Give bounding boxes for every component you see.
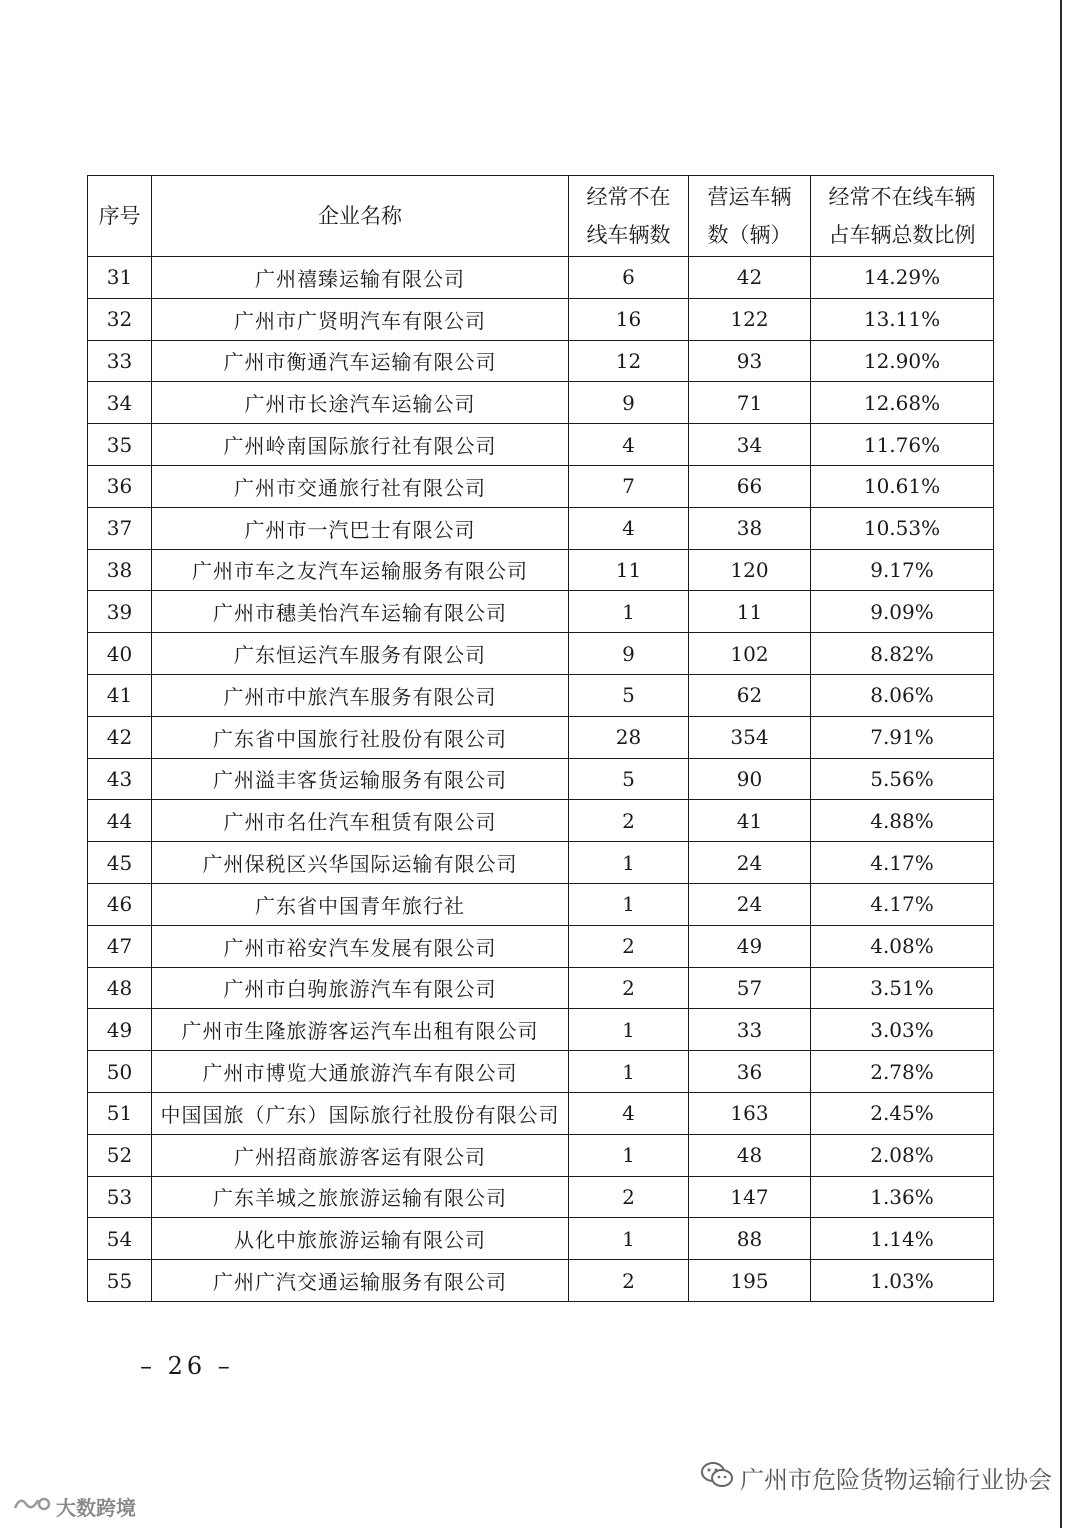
cell-vehicle-count: 48 <box>689 1134 811 1176</box>
cell-company-name: 广州市裕安汽车发展有限公司 <box>152 925 569 967</box>
header-name: 企业名称 <box>152 176 569 257</box>
cell-offline-count: 2 <box>569 925 689 967</box>
table-row <box>88 1092 994 1134</box>
cell-offline-ratio: 1.14% <box>811 1218 994 1260</box>
cell-offline-count: 1 <box>569 842 689 884</box>
cell-offline-count: 4 <box>569 1092 689 1134</box>
cell-company-name: 中国国旅（广东）国际旅行社股份有限公司 <box>152 1092 569 1134</box>
cell-offline-count: 1 <box>569 1051 689 1093</box>
cell-seq: 45 <box>88 842 152 884</box>
cell-offline-ratio: 7.91% <box>811 716 994 758</box>
cell-company-name: 广州溢丰客货运输服务有限公司 <box>152 758 569 800</box>
cell-offline-ratio: 2.08% <box>811 1134 994 1176</box>
cell-seq: 34 <box>88 382 152 424</box>
header-offline-line1: 经常不在 <box>586 185 671 209</box>
table-row <box>88 1176 994 1218</box>
cell-company-name: 广州市名仕汽车租赁有限公司 <box>152 800 569 842</box>
cell-company-name: 广州市博览大通旅游汽车有限公司 <box>152 1051 569 1093</box>
cell-company-name: 广东羊城之旅旅游运输有限公司 <box>152 1176 569 1218</box>
table-row <box>88 1260 994 1302</box>
table-row <box>88 925 994 967</box>
cell-company-name: 广州市长途汽车运输公司 <box>152 382 569 424</box>
table-row <box>88 1134 994 1176</box>
cell-seq: 38 <box>88 549 152 591</box>
cell-offline-ratio: 13.11% <box>811 298 994 340</box>
cell-offline-count: 28 <box>569 716 689 758</box>
table-row <box>88 298 994 340</box>
cell-offline-count: 9 <box>569 633 689 675</box>
cell-offline-count: 11 <box>569 549 689 591</box>
cell-vehicle-count: 88 <box>689 1218 811 1260</box>
cell-vehicle-count: 42 <box>689 257 811 299</box>
cell-company-name: 广州保税区兴华国际运输有限公司 <box>152 842 569 884</box>
cell-company-name: 广东恒运汽车服务有限公司 <box>152 633 569 675</box>
cell-offline-count: 2 <box>569 1260 689 1302</box>
cell-offline-ratio: 10.53% <box>811 507 994 549</box>
table-row <box>88 800 994 842</box>
cell-offline-count: 1 <box>569 1134 689 1176</box>
header-ratio <box>811 176 994 257</box>
watermark-right-text: 广州市危险货物运输行业协会 <box>740 1466 1052 1494</box>
cell-offline-count: 12 <box>569 340 689 382</box>
cell-offline-ratio: 2.45% <box>811 1092 994 1134</box>
cell-vehicle-count: 36 <box>689 1051 811 1093</box>
logo-icon <box>12 1494 52 1519</box>
cell-offline-ratio: 12.68% <box>811 382 994 424</box>
cell-offline-count: 2 <box>569 1176 689 1218</box>
table-row <box>88 842 994 884</box>
watermark-left <box>12 1492 136 1521</box>
cell-vehicle-count: 33 <box>689 1009 811 1051</box>
cell-seq: 31 <box>88 257 152 299</box>
cell-company-name: 广州禧臻运输有限公司 <box>152 257 569 299</box>
cell-offline-count: 6 <box>569 257 689 299</box>
cell-seq: 48 <box>88 967 152 1009</box>
watermark-left-text: 大数跨境 <box>56 1496 136 1520</box>
cell-offline-ratio: 1.36% <box>811 1176 994 1218</box>
cell-seq: 33 <box>88 340 152 382</box>
header-ratio-line1: 经常不在线车辆 <box>828 185 976 209</box>
table-row <box>88 382 994 424</box>
cell-company-name: 从化中旅旅游运输有限公司 <box>152 1218 569 1260</box>
cell-vehicle-count: 195 <box>689 1260 811 1302</box>
wechat-icon <box>700 1461 734 1495</box>
cell-vehicle-count: 122 <box>689 298 811 340</box>
cell-vehicle-count: 102 <box>689 633 811 675</box>
cell-company-name: 广州市白驹旅游汽车有限公司 <box>152 967 569 1009</box>
cell-seq: 39 <box>88 591 152 633</box>
cell-offline-ratio: 12.90% <box>811 340 994 382</box>
table-row <box>88 549 994 591</box>
cell-vehicle-count: 90 <box>689 758 811 800</box>
cell-seq: 35 <box>88 424 152 466</box>
header-vehicles-line2: 数（辆） <box>707 223 792 247</box>
table-row <box>88 633 994 675</box>
table-row <box>88 674 994 716</box>
cell-offline-count: 7 <box>569 465 689 507</box>
cell-vehicle-count: 147 <box>689 1176 811 1218</box>
table-row <box>88 716 994 758</box>
cell-offline-ratio: 9.17% <box>811 549 994 591</box>
cell-seq: 32 <box>88 298 152 340</box>
table-row <box>88 883 994 925</box>
cell-offline-count: 1 <box>569 883 689 925</box>
table-row <box>88 591 994 633</box>
cell-vehicle-count: 163 <box>689 1092 811 1134</box>
table-header-row <box>88 176 994 257</box>
cell-vehicle-count: 354 <box>689 716 811 758</box>
cell-offline-ratio: 4.08% <box>811 925 994 967</box>
cell-offline-ratio: 1.03% <box>811 1260 994 1302</box>
company-table <box>87 175 994 1302</box>
cell-company-name: 广州市交通旅行社有限公司 <box>152 465 569 507</box>
table-row <box>88 967 994 1009</box>
table-row <box>88 340 994 382</box>
cell-company-name: 广州市衡通汽车运输有限公司 <box>152 340 569 382</box>
header-seq: 序号 <box>88 176 152 257</box>
cell-offline-count: 1 <box>569 1218 689 1260</box>
cell-vehicle-count: 24 <box>689 883 811 925</box>
cell-company-name: 广东省中国旅行社股份有限公司 <box>152 716 569 758</box>
cell-company-name: 广州市中旅汽车服务有限公司 <box>152 674 569 716</box>
cell-seq: 40 <box>88 633 152 675</box>
cell-vehicle-count: 66 <box>689 465 811 507</box>
table-row <box>88 257 994 299</box>
cell-offline-count: 4 <box>569 424 689 466</box>
cell-offline-ratio: 3.03% <box>811 1009 994 1051</box>
cell-offline-ratio: 8.06% <box>811 674 994 716</box>
cell-company-name: 广州市一汽巴士有限公司 <box>152 507 569 549</box>
cell-offline-ratio: 9.09% <box>811 591 994 633</box>
cell-offline-ratio: 4.17% <box>811 842 994 884</box>
header-vehicles <box>689 176 811 257</box>
cell-offline-ratio: 11.76% <box>811 424 994 466</box>
cell-offline-count: 4 <box>569 507 689 549</box>
cell-vehicle-count: 34 <box>689 424 811 466</box>
cell-offline-count: 5 <box>569 674 689 716</box>
cell-seq: 46 <box>88 883 152 925</box>
cell-vehicle-count: 57 <box>689 967 811 1009</box>
cell-offline-count: 1 <box>569 1009 689 1051</box>
cell-vehicle-count: 11 <box>689 591 811 633</box>
cell-offline-ratio: 4.88% <box>811 800 994 842</box>
cell-vehicle-count: 71 <box>689 382 811 424</box>
cell-offline-ratio: 2.78% <box>811 1051 994 1093</box>
cell-offline-ratio: 4.17% <box>811 883 994 925</box>
table-row <box>88 507 994 549</box>
cell-vehicle-count: 24 <box>689 842 811 884</box>
cell-offline-ratio: 14.29% <box>811 257 994 299</box>
page-edge-line <box>1060 0 1062 1528</box>
table-row <box>88 1218 994 1260</box>
header-vehicles-line1: 营运车辆 <box>707 185 792 209</box>
watermark-right <box>700 1460 1052 1495</box>
cell-seq: 41 <box>88 674 152 716</box>
table-row <box>88 1051 994 1093</box>
cell-vehicle-count: 38 <box>689 507 811 549</box>
cell-company-name: 广州广汽交通运输服务有限公司 <box>152 1260 569 1302</box>
table-body <box>88 257 994 1302</box>
cell-vehicle-count: 62 <box>689 674 811 716</box>
cell-seq: 37 <box>88 507 152 549</box>
cell-seq: 55 <box>88 1260 152 1302</box>
cell-company-name: 广东省中国青年旅行社 <box>152 883 569 925</box>
cell-offline-ratio: 10.61% <box>811 465 994 507</box>
cell-seq: 50 <box>88 1051 152 1093</box>
cell-company-name: 广州招商旅游客运有限公司 <box>152 1134 569 1176</box>
cell-offline-ratio: 5.56% <box>811 758 994 800</box>
cell-offline-count: 1 <box>569 591 689 633</box>
cell-vehicle-count: 120 <box>689 549 811 591</box>
cell-offline-count: 5 <box>569 758 689 800</box>
cell-vehicle-count: 93 <box>689 340 811 382</box>
header-offline-line2: 线车辆数 <box>586 223 671 247</box>
cell-offline-count: 2 <box>569 800 689 842</box>
cell-company-name: 广州市车之友汽车运输服务有限公司 <box>152 549 569 591</box>
cell-seq: 52 <box>88 1134 152 1176</box>
table-row <box>88 424 994 466</box>
cell-seq: 49 <box>88 1009 152 1051</box>
cell-seq: 43 <box>88 758 152 800</box>
header-offline <box>569 176 689 257</box>
cell-offline-ratio: 3.51% <box>811 967 994 1009</box>
page-number: – 26 – <box>140 1352 234 1380</box>
cell-seq: 47 <box>88 925 152 967</box>
cell-seq: 51 <box>88 1092 152 1134</box>
cell-seq: 54 <box>88 1218 152 1260</box>
cell-company-name: 广州市广贤明汽车有限公司 <box>152 298 569 340</box>
cell-offline-count: 9 <box>569 382 689 424</box>
table-row <box>88 465 994 507</box>
table-row <box>88 758 994 800</box>
cell-offline-ratio: 8.82% <box>811 633 994 675</box>
cell-seq: 36 <box>88 465 152 507</box>
header-ratio-line2: 占车辆总数比例 <box>828 223 976 247</box>
cell-offline-count: 2 <box>569 967 689 1009</box>
cell-seq: 44 <box>88 800 152 842</box>
cell-vehicle-count: 41 <box>689 800 811 842</box>
cell-company-name: 广州岭南国际旅行社有限公司 <box>152 424 569 466</box>
cell-company-name: 广州市穗美怡汽车运输有限公司 <box>152 591 569 633</box>
cell-offline-count: 16 <box>569 298 689 340</box>
cell-seq: 42 <box>88 716 152 758</box>
cell-vehicle-count: 49 <box>689 925 811 967</box>
cell-company-name: 广州市生隆旅游客运汽车出租有限公司 <box>152 1009 569 1051</box>
table-row <box>88 1009 994 1051</box>
cell-seq: 53 <box>88 1176 152 1218</box>
